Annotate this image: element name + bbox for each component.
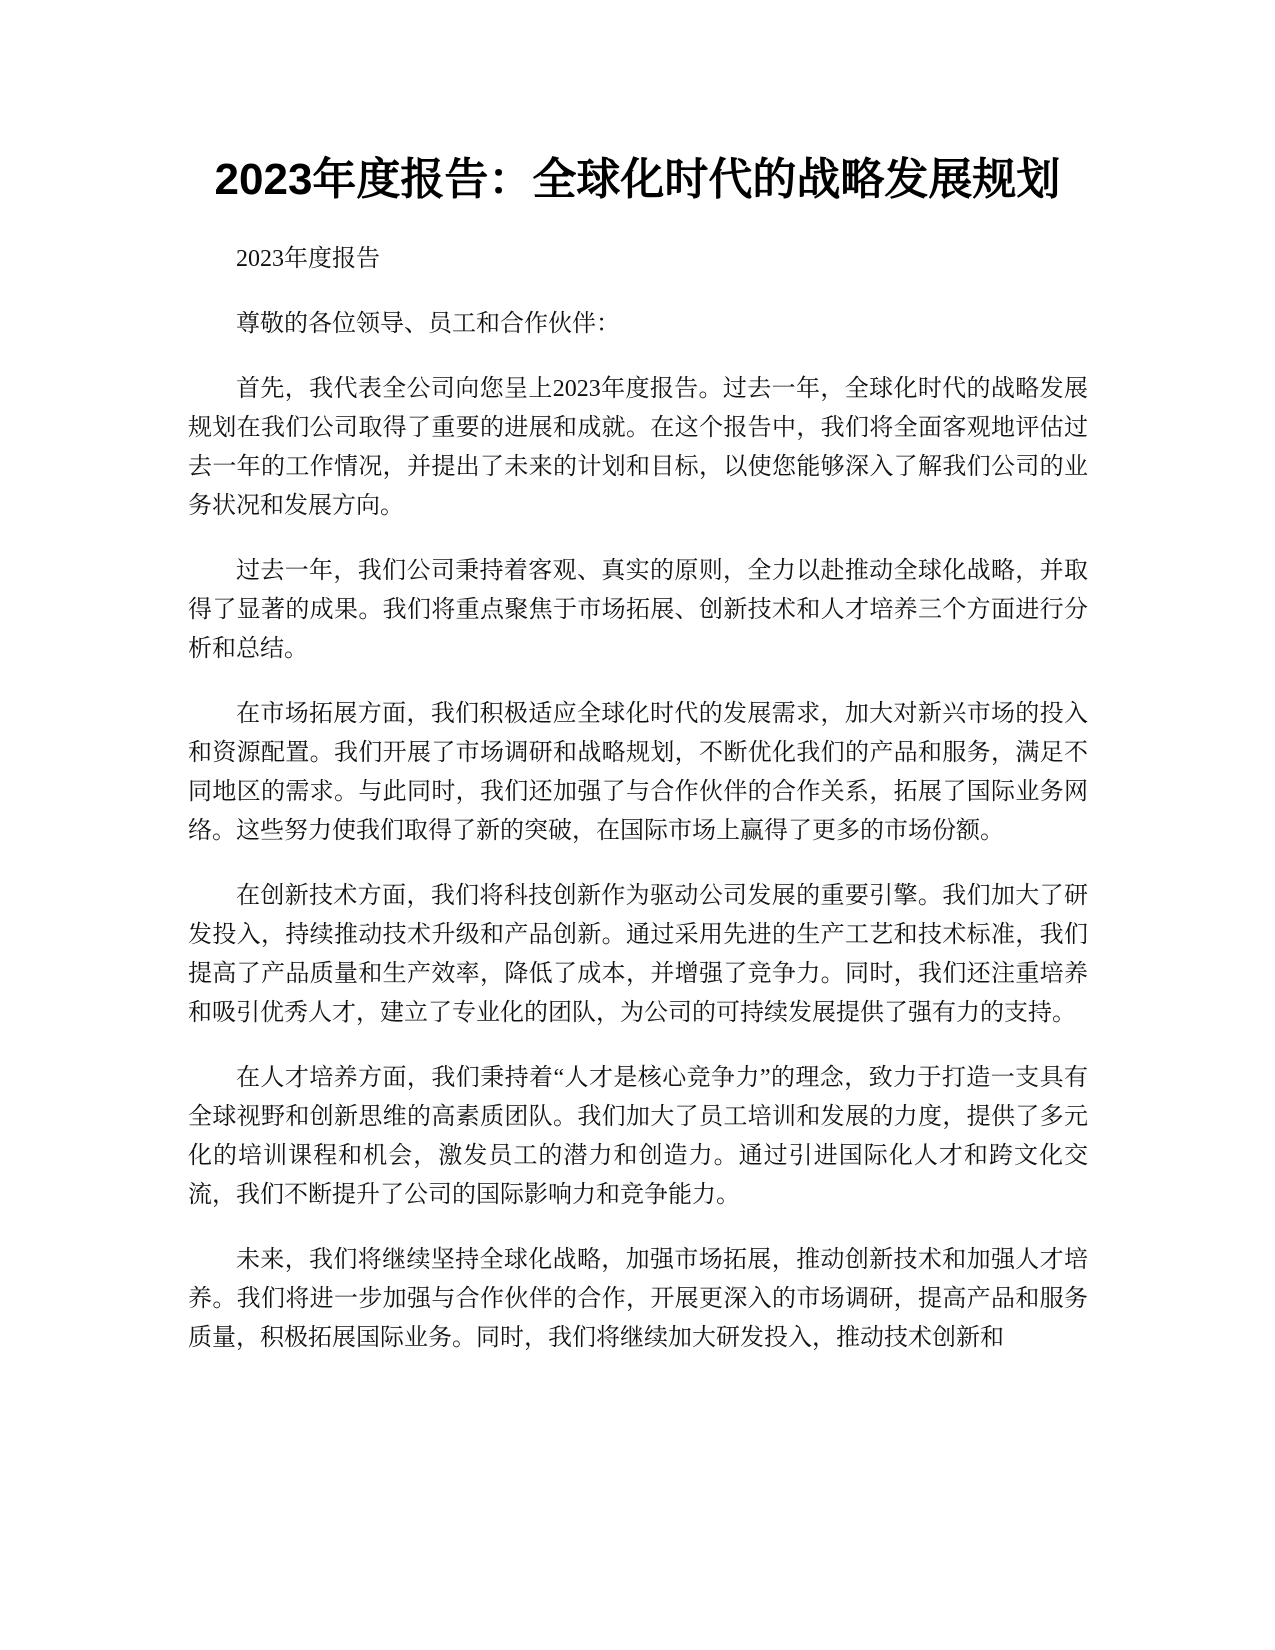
paragraph-subtitle: 2023年度报告 xyxy=(236,246,380,272)
paragraph-salutation: 尊敬的各位领导、员工和合作伙伴： xyxy=(236,311,620,337)
document-title: 2023年度报告：全球化时代的战略发展规划 xyxy=(214,155,1061,204)
paragraph-market-expansion: 在市场拓展方面，我们积极适应全球化时代的发展需求，加大对新兴市场的投入和资源配置。我们开展了市场调研和战略规划，不断优化我们的产品和服务，满足不同地区的需求。与此同时，我们还加强了与合作伙伴的合作关系，拓展了国际业务网络。这些努力使我们取得了新的突破，在国际市场上赢得了更多的市场份额。 xyxy=(188,701,1088,844)
paragraph-innovation: 在创新技术方面，我们将科技创新作为驱动公司发展的重要引擎。我们加大了研发投入，持续推动技术升级和产品创新。通过采用先进的生产工艺和技术标准，我们提高了产品质量和生产效率，降低了成本，并增强了竞争力。同时，我们还注重培养和吸引优秀人才，建立了专业化的团队，为公司的可持续发展提供了强有力的支持。 xyxy=(188,883,1088,1026)
paragraph-future: 未来，我们将继续坚持全球化战略，加强市场拓展，推动创新技术和加强人才培养。我们将进一步加强与合作伙伴的合作，开展更深入的市场调研，提高产品和服务质量，积极拓展国际业务。同时，我们将继续加大研发投入，推动技术创新和 xyxy=(188,1247,1088,1351)
paragraph-intro: 首先，我代表全公司向您呈上2023年度报告。过去一年，全球化时代的战略发展规划在我们公司取得了重要的进展和成就。在这个报告中，我们将全面客观地评估过去一年的工作情况，并提出了未来的计划和目标，以使您能够深入了解我们公司的业务状况和发展方向。 xyxy=(188,376,1088,519)
document-body xyxy=(188,240,1088,1384)
paragraph-talent: 在人才培养方面，我们秉持着“人才是核心竞争力”的理念，致力于打造一支具有全球视野和创新思维的高素质团队。我们加大了员工培训和发展的力度，提供了多元化的培训课程和机会，激发员工的潜力和创造力。通过引进国际化人才和跨文化交流，我们不断提升了公司的国际影响力和竞争能力。 xyxy=(188,1065,1088,1208)
paragraph-overview: 过去一年，我们公司秉持着客观、真实的原则，全力以赴推动全球化战略，并取得了显著的成果。我们将重点聚焦于市场拓展、创新技术和人才培养三个方面进行分析和总结。 xyxy=(188,558,1088,662)
